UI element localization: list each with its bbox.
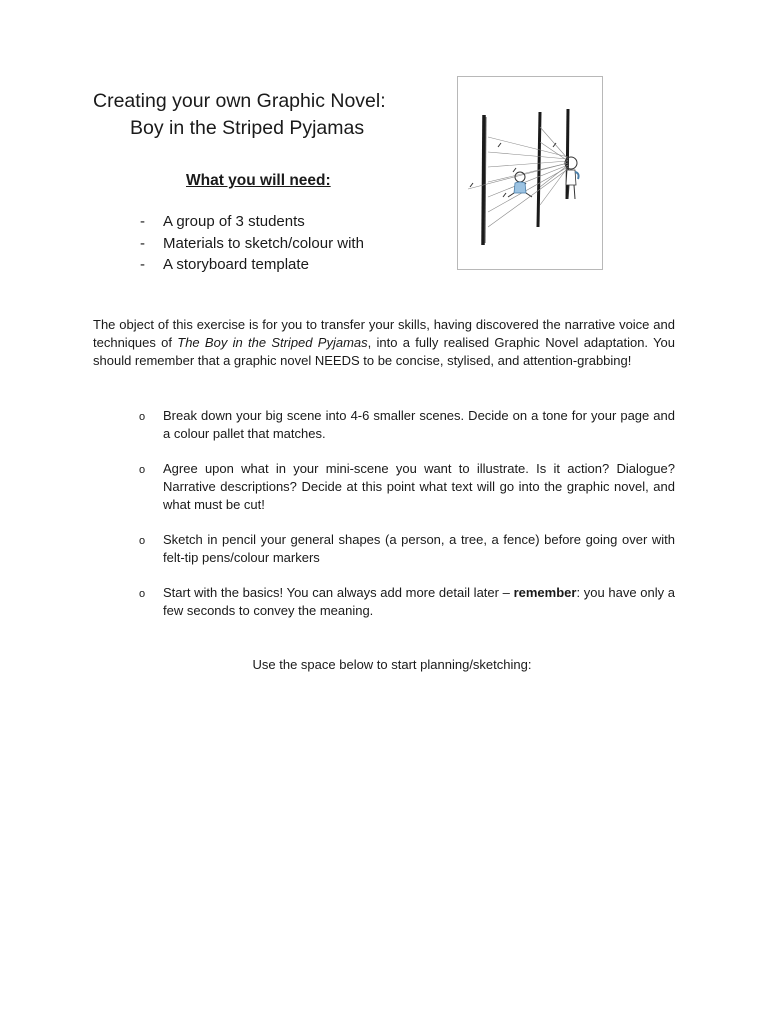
fence-and-boys-sketch-icon (457, 76, 603, 270)
steps-list (139, 407, 675, 637)
bullet-icon: o (139, 464, 146, 476)
list-item: o Sketch in pencil your general shapes (a person, a tree, a fence) before going over with felt-tip pens/colour markers (139, 532, 675, 565)
list-item: o Agree upon what in your mini-scene you want to illustrate. Is it action? Dialogue? Narrative descriptions? Decide at this point what text will go into the graphic novel, and what must be cut! (139, 461, 675, 512)
list-item: o Break down your big scene into 4-6 smaller scenes. Decide on a tone for your page and a colour pallet that matches. (139, 408, 675, 441)
document-title (93, 88, 386, 142)
title-line-1: Creating your own Graphic Novel: (93, 90, 386, 112)
list-item: o Start with the basics! You can always add more detail later – remember: you have only a few seconds to convey the meaning. (139, 585, 675, 618)
list-item: - A storyboard template (140, 256, 309, 273)
list-item: - A group of 3 students (140, 213, 305, 230)
planning-instruction: Use the space below to start planning/sketching: (252, 657, 532, 672)
list-item: - Materials to sketch/colour with (140, 234, 364, 252)
title-line-2: Boy in the Striped Pyjamas (130, 117, 365, 139)
intro-paragraph: The object of this exercise is for you to transfer your skills, having discovered the narrative voice and techniques of The Boy in the Striped Pyjamas, into a fully realised Graphic Novel adaptation. You should remember that a graphic novel NEEDS to be concise, stylised, and attention-grabbing! (93, 317, 676, 368)
bullet-icon: o (139, 535, 146, 547)
sketch-area[interactable] (93, 690, 675, 990)
book-title: The Boy in the Striped Pyjamas (177, 335, 368, 350)
needs-list (140, 211, 364, 276)
bullet-icon: o (139, 588, 146, 600)
bullet-icon: o (139, 411, 146, 423)
needs-heading: What you will need: (186, 172, 331, 189)
emphasis-text: remember (513, 585, 577, 600)
